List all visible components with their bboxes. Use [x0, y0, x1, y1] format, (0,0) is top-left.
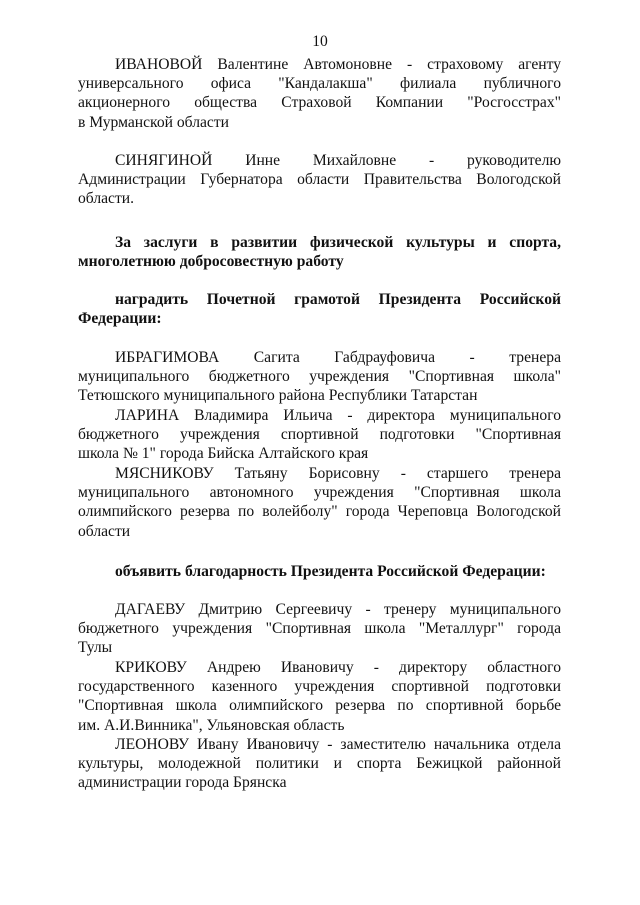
- entry-line: акционерного общества Страховой Компании "Росгосстрах": [78, 94, 561, 112]
- award-heading: [78, 290, 561, 328]
- heading-line: наградить Почетной грамотой Президента Российской: [115, 291, 561, 308]
- entry-line: универсального офиса "Кандалакша" филиала публичного: [78, 75, 561, 93]
- entry-line: ИБРАГИМОВА Сагита Габдрауфовича - тренера: [115, 349, 561, 366]
- entry-line: культуры, молодежной политики и спорта Бежицкой районной: [78, 755, 561, 773]
- entry-line: в Мурманской области: [78, 113, 229, 131]
- entry-line: бюджетного учреждения "Спортивная школа "Металлург" города: [78, 620, 561, 638]
- entry-line: МЯСНИКОВУ Татьяну Борисовну - старшего тренера: [115, 465, 561, 482]
- gratitude-entry-krikov: [78, 658, 561, 735]
- award-entry-larin: [78, 406, 561, 464]
- entry-line: администрации города Брянска: [78, 774, 287, 792]
- entry-line: государственного казенного учреждения спортивной подготовки: [78, 678, 561, 696]
- heading-line: Федерации:: [78, 310, 162, 328]
- gratitude-entry-leonov: [78, 735, 561, 793]
- entry-line: муниципального автономного учреждения "Спортивная школа: [78, 484, 561, 502]
- entry-line: КРИКОВУ Андрею Ивановичу - директору областного: [115, 659, 561, 676]
- entry-line: ЛАРИНА Владимира Ильича - директора муниципального: [115, 407, 561, 424]
- entry-line: СИНЯГИНОЙ Инне Михайловне - руководителю: [115, 152, 561, 169]
- merit-heading: [78, 233, 561, 271]
- award-entry-myasnikova: [78, 464, 561, 541]
- entry-line: муниципального бюджетного учреждения "Спортивная школа": [78, 368, 561, 386]
- award-entry-ivanova: [78, 55, 561, 132]
- entry-line: олимпийского резерва по волейболу" города Череповца Вологодской: [78, 503, 561, 521]
- heading-line: За заслуги в развитии физической культуры и спорта,: [115, 234, 561, 251]
- gratitude-heading: [78, 562, 561, 581]
- award-entry-sinyagina: [78, 151, 561, 209]
- entry-line: бюджетного учреждения спортивной подготовки "Спортивная: [78, 426, 561, 444]
- award-entry-ibragimov: [78, 348, 561, 406]
- heading-line: объявить благодарность Президента Российской Федерации:: [115, 563, 546, 580]
- entry-line: Тулы: [78, 639, 113, 657]
- entry-line: школа № 1" города Бийска Алтайского края: [78, 445, 369, 463]
- entry-line: ИВАНОВОЙ Валентине Автомоновне - страховому агенту: [115, 56, 561, 73]
- entry-line: Администрации Губернатора области Правительства Вологодской: [78, 171, 561, 189]
- entry-line: "Спортивная школа олимпийского резерва по спортивной борьбе: [78, 697, 561, 715]
- entry-line: области: [78, 522, 131, 540]
- gratitude-entry-dagaev: [78, 600, 561, 658]
- entry-line: им. А.И.Винника", Ульяновская область: [78, 716, 345, 734]
- entry-line: Тетюшского муниципального района Республики Татарстан: [78, 387, 478, 405]
- entry-line: области.: [78, 190, 135, 208]
- entry-line: ЛЕОНОВУ Ивану Ивановичу - заместителю начальника отдела: [115, 736, 561, 753]
- entry-line: ДАГАЕВУ Дмитрию Сергеевичу - тренеру муниципального: [115, 601, 561, 618]
- page-number: 10: [312, 33, 328, 50]
- heading-line: многолетнюю добросовестную работу: [78, 253, 344, 271]
